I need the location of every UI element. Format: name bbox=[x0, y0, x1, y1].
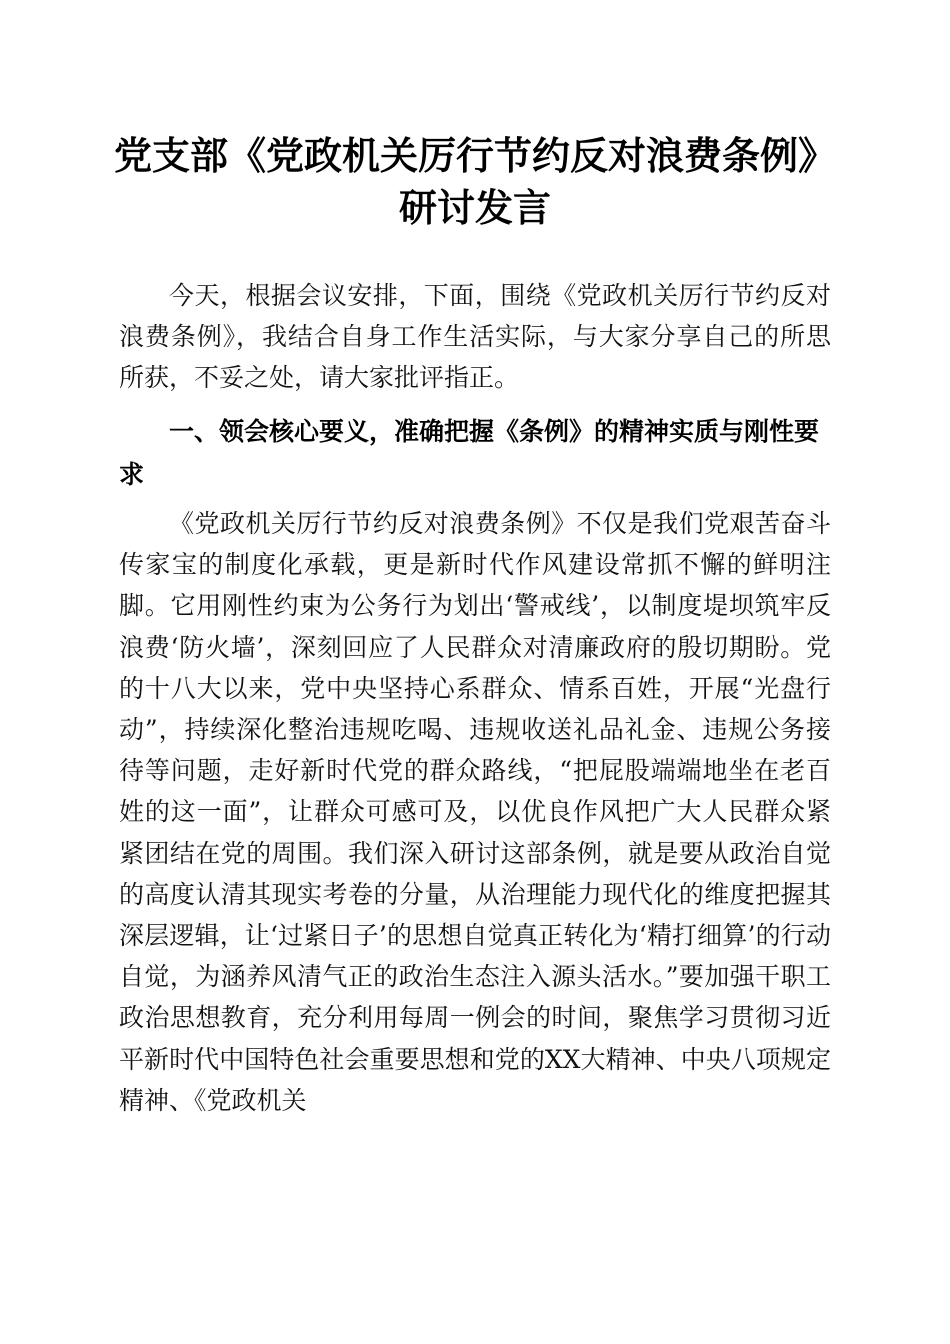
intro-paragraph: 今天，根据会议安排，下面，围绕《党政机关厉行节约反对浪费条例》，我结合自身工作生活实际，与大家分享自己的所思所获，不妥之处，请大家批评指正。 bbox=[119, 281, 831, 393]
document-title: 党支部《党政机关厉行节约反对浪费条例》研讨发言 bbox=[113, 133, 836, 230]
section-heading: 一、领会核心要义，准确把握《条例》的精神实质与刚性要求 bbox=[119, 417, 820, 489]
section-paragraph: 《党政机关厉行节约反对浪费条例》不仅是我们党艰苦奋斗传家宝的制度化承载，更是新时代作风建设常抓不懈的鲜明注脚。它用刚性约束为公务行为划出‘警戒线’，以制度堤坝筑牢反浪费‘防火墙’，深刻回应了人民群众对清廉政府的殷切期盼。党的十八大以来，党中央坚持心系群众、情系百姓，开展“光盘行动”，持续深化整治违规吃喝、违规收送礼品礼金、违规公务接待等问题，走好新时代党的群众路线，“把屁股端端地坐在老百姓的这一面”，让群众可感可及，以优良作风把广大人民群众紧紧团结在党的周围。我们深入研讨这部条例，就是要从政治自觉的高度认清其现实考卷的分量，从治理能力现代化的维度把握其深层逻辑，让‘过紧日子’的思想自觉真正转化为‘精打细算’的行动自觉，为涵养风清气正的政治生态注入源头活水。”要加强干职工政治思想教育，充分利用每周一例会的时间，聚焦学习贯彻习近平新时代中国特色社会重要思想和党的XX大精神、中央八项规定精神、《党政机关 bbox=[119, 509, 831, 1115]
